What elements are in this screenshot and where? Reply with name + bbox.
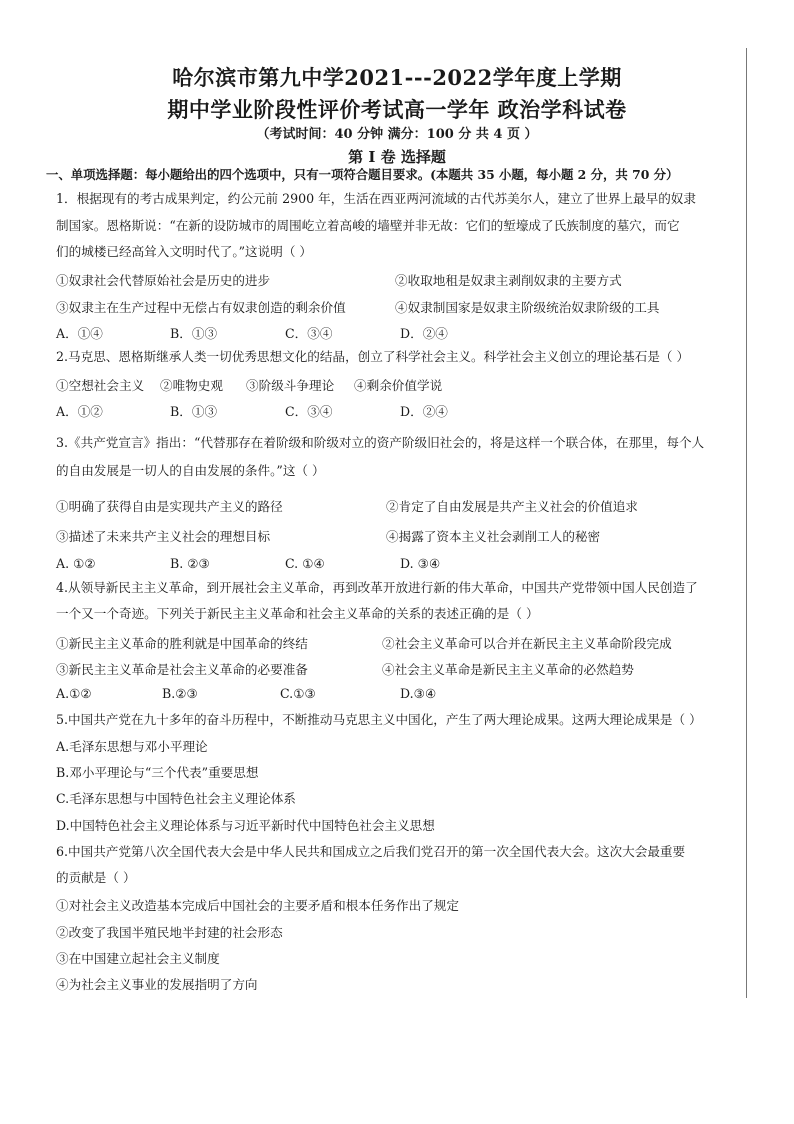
- q1-stem-line3: 们的城楼已经高耸入文明时代了。”这说明（ ）: [56, 244, 313, 259]
- q6-stem-line2: 的贡献是（ ）: [56, 870, 136, 885]
- q4-choice-c: C.①③: [280, 686, 316, 701]
- q1-item-4: ④奴隶制国家是奴隶主阶级统治奴隶阶级的工具: [395, 300, 660, 315]
- q5-option-c: C.毛泽东思想与中国特色社会主义理论体系: [56, 791, 296, 806]
- page-border-line: [746, 48, 747, 998]
- exam-info: （考试时间：40 分钟 满分：100 分 共 4 页 ）: [256, 127, 538, 142]
- part-title: 第 I 卷 选择题: [348, 148, 446, 166]
- q1-item-3: ③奴隶主在生产过程中无偿占有奴隶创造的剩余价值: [56, 300, 346, 315]
- q2-choice-c: C．③④: [285, 404, 333, 419]
- q4-stem-line2: 一个又一个奇迹。下列关于新民主主义革命和社会主义革命的关系的表述正确的是（ ）: [56, 606, 539, 621]
- q1-choice-d: D．②④: [400, 326, 448, 341]
- q2-choice-d: D．②④: [400, 404, 448, 419]
- q1-choice-b: B．①③: [170, 326, 218, 341]
- q3-choice-c: C. ①④: [285, 556, 325, 571]
- q4-choice-a: A.①②: [56, 686, 92, 701]
- q4-item-1: ①新民主主义革命的胜利就是中国革命的终结: [56, 636, 308, 651]
- q1-choice-a: A．①④: [56, 326, 103, 341]
- q2-item-2: ②唯物史观: [160, 378, 223, 393]
- q1-item-1: ①奴隶社会代替原始社会是历史的进步: [56, 273, 271, 288]
- q4-choice-b: B.②③: [162, 686, 198, 701]
- q3-item-1: ①明确了获得自由是实现共产主义的路径: [56, 499, 283, 514]
- q6-option-2: ②改变了我国半殖民地半封建的社会形态: [56, 925, 283, 940]
- q3-choice-a: A. ①②: [56, 556, 96, 571]
- q3-choice-b: B. ②③: [170, 556, 210, 571]
- q3-stem-line1: 3.《共产党宣言》指出：“代替那存在着阶级和阶级对立的资产阶级旧社会的，将是这样一个联合体，在那里，每个人: [56, 435, 705, 450]
- q2-choice-a: A．①②: [56, 404, 103, 419]
- q3-item-2: ②肯定了自由发展是共产主义社会的价值追求: [386, 499, 638, 514]
- q3-item-4: ④揭露了资本主义社会剥削工人的秘密: [386, 529, 601, 544]
- q4-item-2: ②社会主义革命可以合并在新民主主义革命阶段完成: [382, 636, 672, 651]
- q4-stem-line1: 4.从领导新民主主义革命，到开展社会主义革命，再到改革开放进行新的伟大革命，中国共产党带领中国人民创造了: [56, 580, 698, 595]
- q4-choice-d: D.③④: [400, 686, 437, 701]
- q4-item-3: ③新民主主义革命是社会主义革命的必要准备: [56, 662, 308, 677]
- section-heading: 一、单项选择题：每小题给出的四个选项中，只有一项符合题目要求。(本题共 35 小题，每小题 2 分，共 70 分）: [46, 167, 679, 182]
- q1-item-2: ②收取地租是奴隶主剥削奴隶的主要方式: [395, 273, 622, 288]
- q6-stem-line1: 6.中国共产党第八次全国代表大会是中华人民共和国成立之后我们党召开的第一次全国代表大会。这次大会最重要: [56, 844, 686, 859]
- q2-item-1: ①空想社会主义: [56, 378, 145, 393]
- q1-choice-c: C．③④: [285, 326, 333, 341]
- q6-option-1: ①对社会主义改造基本完成后中国社会的主要矛盾和根本任务作出了规定: [56, 898, 459, 913]
- q3-stem-line2: 的自由发展是一切人的自由发展的条件。”这（ ）: [56, 463, 325, 478]
- q2-item-3: ③阶级斗争理论: [246, 378, 335, 393]
- q5-option-b: B.邓小平理论与“三个代表”重要思想: [56, 765, 259, 780]
- q2-stem: 2.马克思、恩格斯继承人类一切优秀思想文化的结晶，创立了科学社会主义。科学社会主义创立的理论基石是（ ）: [56, 349, 690, 364]
- q3-choice-d: D. ③④: [400, 556, 441, 571]
- q4-item-4: ④社会主义革命是新民主主义革命的必然趋势: [382, 662, 634, 677]
- q2-choice-b: B．①③: [170, 404, 218, 419]
- exam-title-line1: 哈尔滨市第九中学2021---2022学年度上学期: [172, 65, 622, 90]
- q2-item-4: ④剩余价值学说: [354, 378, 443, 393]
- q6-option-3: ③在中国建立起社会主义制度: [56, 951, 220, 966]
- q1-stem-line2: 制国家。恩格斯说：“在新的设防城市的周围屹立着高峻的墙壁并非无故：它们的堑壕成了氏族制度的墓穴，而它: [56, 218, 680, 233]
- exam-title-line2: 期中学业阶段性评价考试高一学年 政治学科试卷: [167, 97, 627, 122]
- q5-stem: 5.中国共产党在九十多年的奋斗历程中，不断推动马克思主义中国化，产生了两大理论成果。这两大理论成果是（ ）: [56, 712, 702, 727]
- q5-option-a: A.毛泽东思想与邓小平理论: [56, 739, 208, 754]
- q5-option-d: D.中国特色社会主义理论体系与习近平新时代中国特色社会主义思想: [56, 818, 435, 833]
- q1-stem-line1: 1．根据现有的考古成果判定，约公元前 2900 年，生活在西亚两河流域的古代苏美尔人，建立了世界上最早的奴隶: [56, 191, 696, 206]
- q6-option-4: ④为社会主义事业的发展指明了方向: [56, 977, 258, 992]
- q3-item-3: ③描述了未来共产主义社会的理想目标: [56, 529, 271, 544]
